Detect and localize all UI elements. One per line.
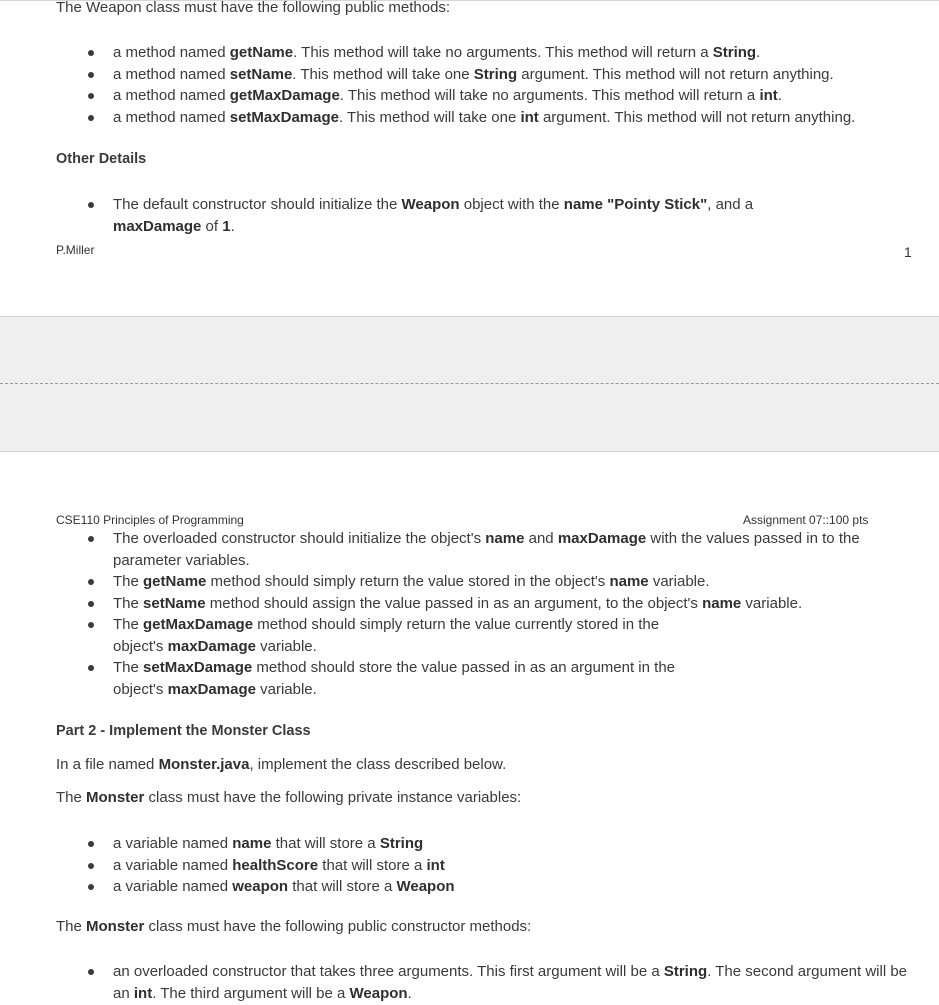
- list-item: The default constructor should initialize the Weapon object with the name "Pointy Stick", and a maxDamage of 1.: [0, 194, 793, 237]
- weapon-methods-list: [0, 42, 913, 128]
- methods-intro: The Weapon class must have the following public methods:: [56, 0, 451, 16]
- footer-author: P.Miller: [56, 243, 95, 257]
- file-line: In a file named Monster.java, implement the class described below.: [56, 756, 507, 773]
- page-number: 1: [904, 244, 912, 260]
- other-details-heading: Other Details: [56, 151, 147, 167]
- page-break-line: [0, 383, 939, 384]
- list-item: The getName method should simply return the value stored in the object's name variable.: [0, 571, 913, 593]
- weapon-details-list: [0, 528, 913, 700]
- list-item: a method named getMaxDamage. This method will take no arguments. This method will return a int.: [0, 85, 913, 107]
- vars-intro: The Monster class must have the following private instance variables:: [56, 789, 522, 806]
- list-item: a method named setMaxDamage. This method will take one int argument. This method will not return anything.: [0, 107, 913, 129]
- header-assignment: Assignment 07::100 pts: [743, 513, 869, 527]
- monster-variables-list: [0, 833, 913, 898]
- page-break: [0, 316, 939, 452]
- ctor-intro: The Monster class must have the following public constructor methods:: [56, 918, 532, 935]
- list-item: The setName method should assign the value passed in as an argument, to the object's name variable.: [0, 593, 913, 615]
- list-item: a variable named name that will store a String: [0, 833, 913, 855]
- list-item: a method named getName. This method will take no arguments. This method will return a String.: [0, 42, 913, 64]
- list-item: an overloaded constructor that takes three arguments. This first argument will be a String. The second argument will be an int. The third argument will be a Weapon.: [0, 961, 913, 1004]
- list-item: a variable named weapon that will store a Weapon: [0, 876, 913, 898]
- list-item: a variable named healthScore that will store a int: [0, 855, 913, 877]
- list-item: The overloaded constructor should initialize the object's name and maxDamage with the values passed in to the parameter variables.: [0, 528, 913, 571]
- list-item: The getMaxDamage method should simply return the value currently stored in the object's maxDamage variable.: [0, 614, 713, 657]
- list-item: a method named setName. This method will take one String argument. This method will not return anything.: [0, 64, 913, 86]
- part2-heading: Part 2 - Implement the Monster Class: [56, 723, 311, 739]
- document-page-2: [0, 452, 939, 1005]
- header-course: CSE110 Principles of Programming: [56, 513, 244, 527]
- list-item: The setMaxDamage method should store the value passed in as an argument in the object's maxDamage variable.: [0, 657, 713, 700]
- document-page-1: [0, 0, 939, 317]
- default-ctor-list: [0, 194, 793, 237]
- monster-ctors-list: [0, 961, 913, 1004]
